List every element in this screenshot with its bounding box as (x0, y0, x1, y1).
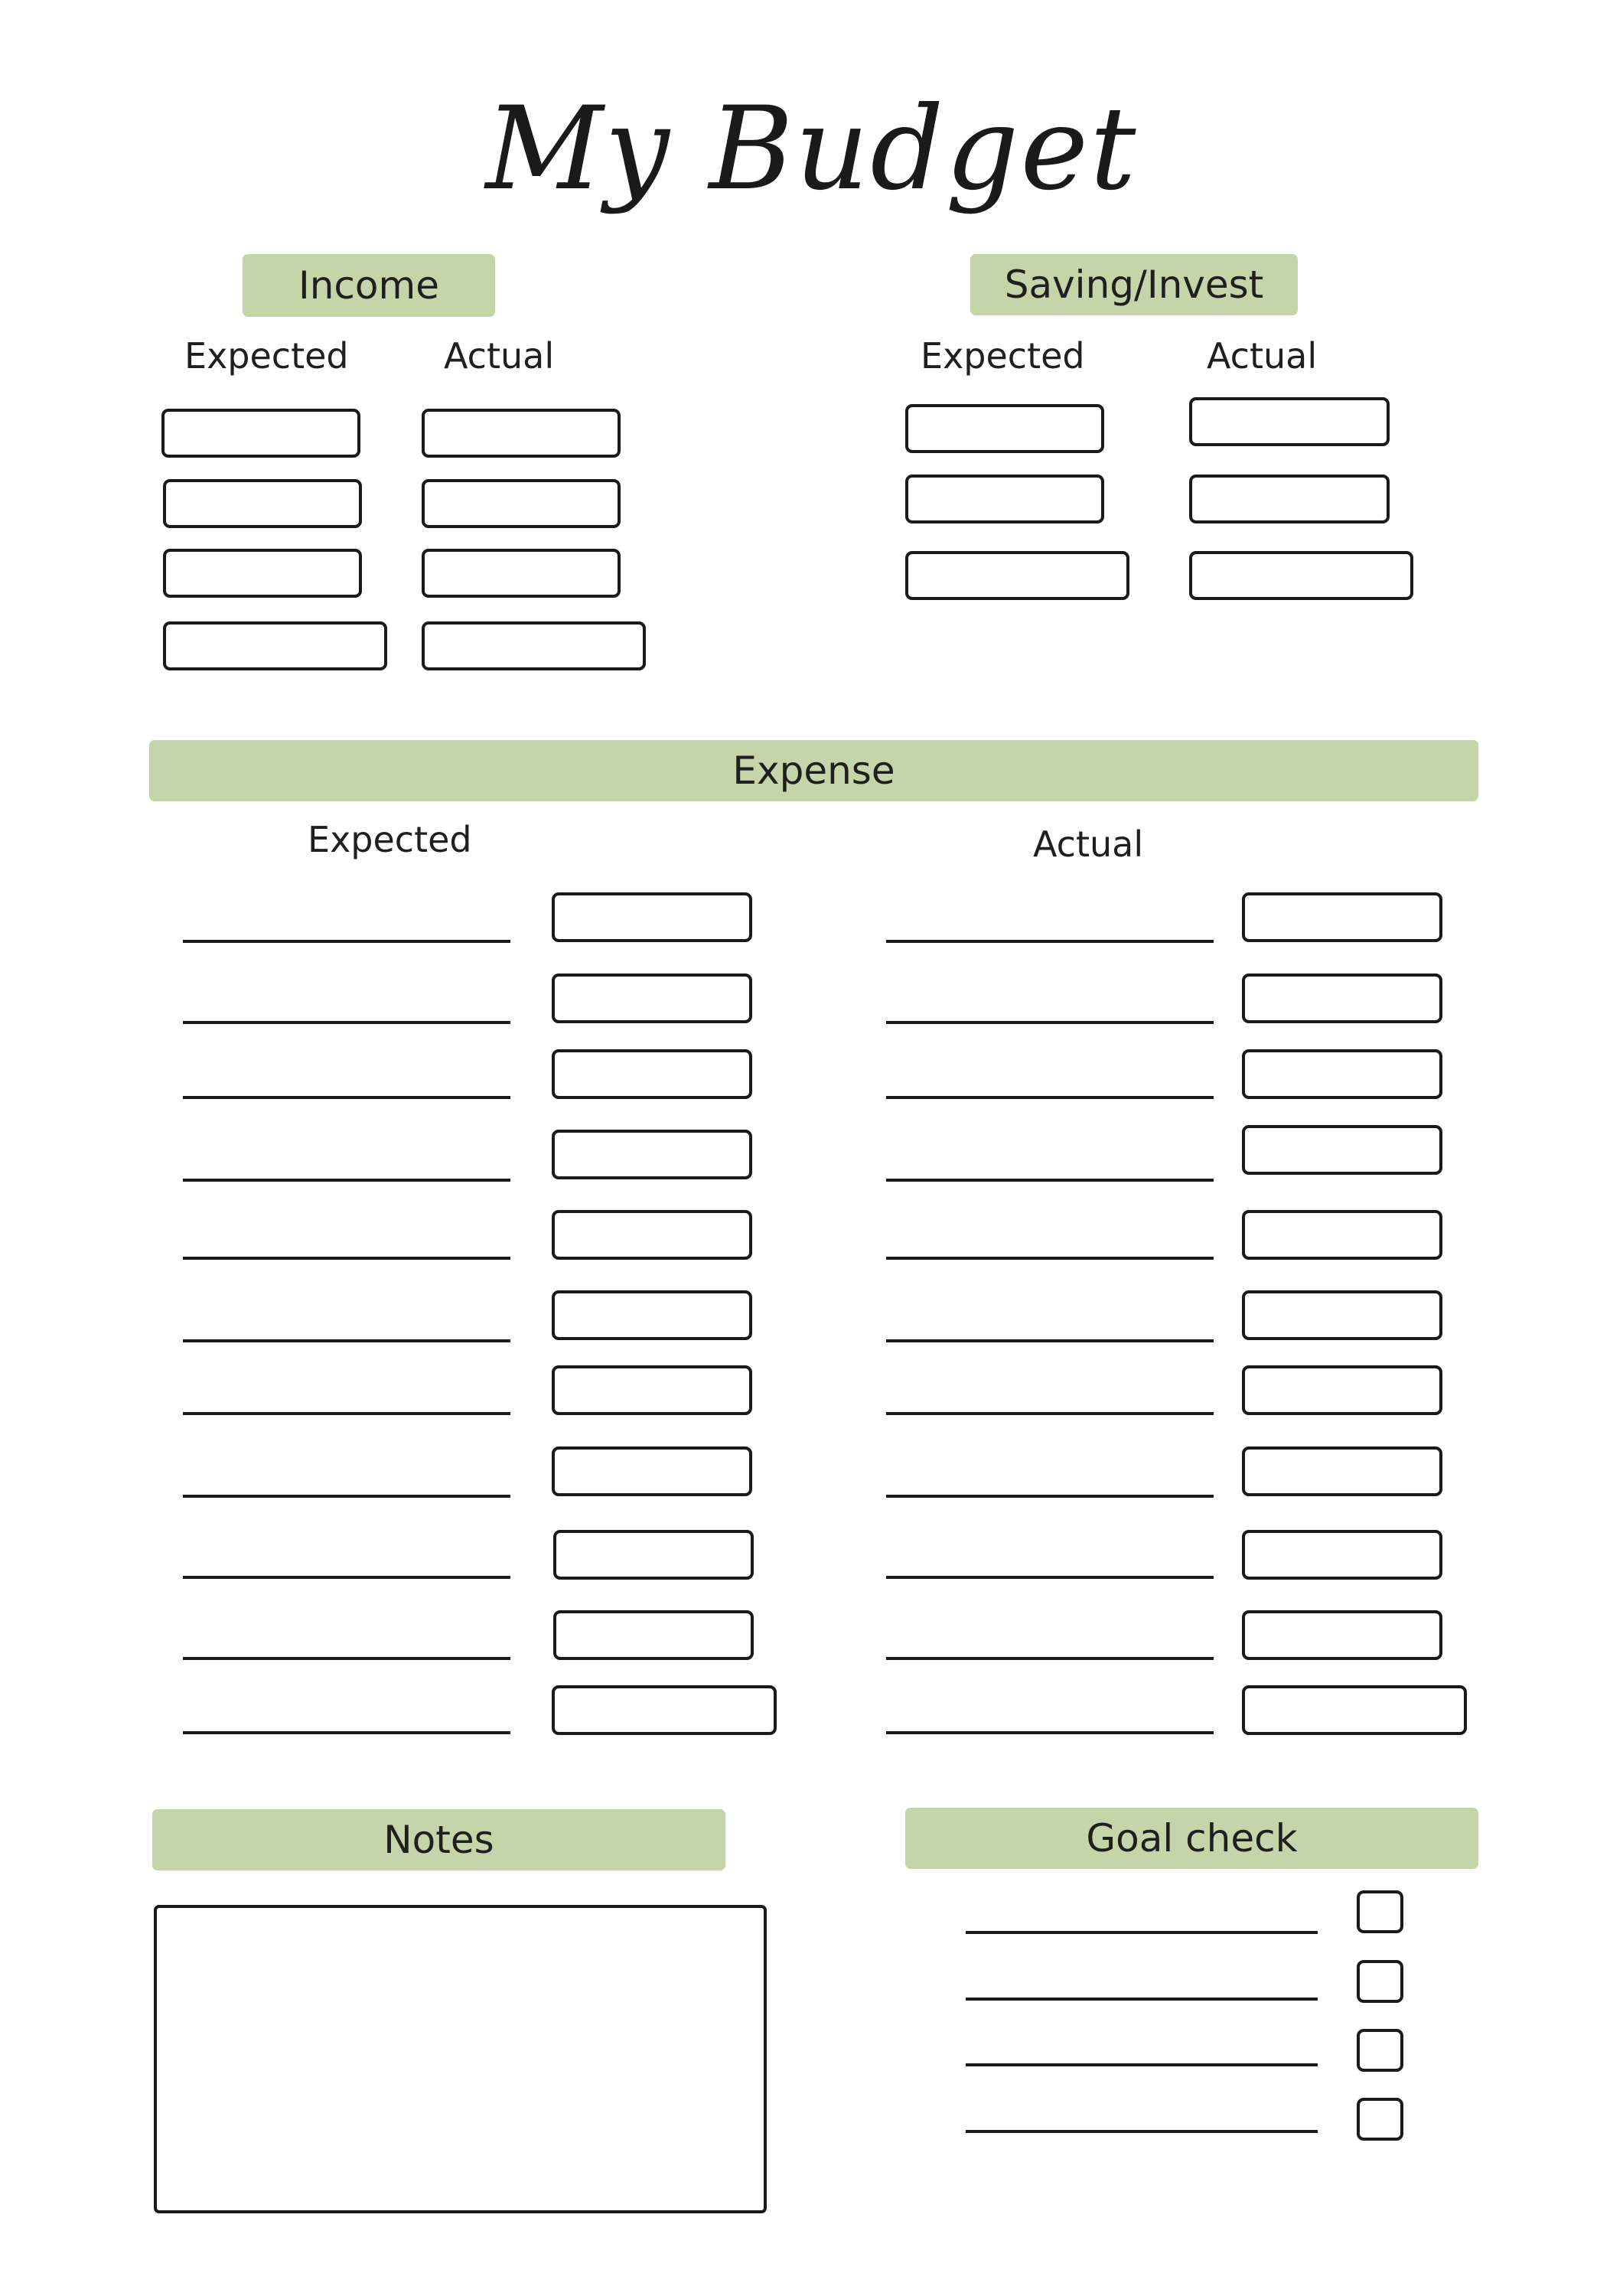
expense-expected-line-2[interactable] (183, 1021, 510, 1024)
saving-expected-field-3[interactable] (905, 551, 1129, 600)
expense-actual-amount-7[interactable] (1242, 1365, 1442, 1415)
income-banner: Income (243, 254, 495, 317)
income-expected-field-2[interactable] (163, 479, 362, 528)
expense-expected-amount-11[interactable] (552, 1685, 777, 1735)
expense-expected-amount-3[interactable] (552, 1049, 752, 1099)
expense-expected-line-11[interactable] (183, 1731, 510, 1734)
saving-actual-field-1[interactable] (1189, 397, 1390, 446)
goal-checkbox-4[interactable] (1357, 2098, 1403, 2141)
saving-expected-label: Expected (921, 335, 1085, 377)
expense-actual-amount-11[interactable] (1242, 1685, 1467, 1735)
income-expected-field-4[interactable] (163, 621, 387, 670)
expense-expected-label: Expected (308, 819, 472, 860)
income-expected-label: Expected (184, 335, 349, 377)
expense-actual-label: Actual (1033, 823, 1144, 865)
expense-expected-amount-9[interactable] (553, 1530, 754, 1580)
expense-actual-amount-4[interactable] (1242, 1125, 1442, 1175)
expense-actual-line-9[interactable] (886, 1576, 1214, 1579)
income-actual-field-1[interactable] (422, 409, 621, 458)
saving-banner: Saving/Invest (970, 254, 1298, 315)
expense-expected-line-7[interactable] (183, 1412, 510, 1415)
expense-actual-line-11[interactable] (886, 1731, 1214, 1734)
expense-actual-amount-8[interactable] (1242, 1446, 1442, 1496)
expense-actual-amount-5[interactable] (1242, 1210, 1442, 1260)
income-expected-field-3[interactable] (163, 549, 362, 598)
expense-expected-amount-8[interactable] (552, 1446, 752, 1496)
expense-actual-amount-3[interactable] (1242, 1049, 1442, 1099)
expense-actual-line-7[interactable] (886, 1412, 1214, 1415)
expense-actual-line-6[interactable] (886, 1339, 1214, 1342)
expense-expected-line-6[interactable] (183, 1339, 510, 1342)
expense-actual-amount-10[interactable] (1242, 1610, 1442, 1660)
goal-line-3[interactable] (966, 2063, 1318, 2066)
expense-actual-line-4[interactable] (886, 1179, 1214, 1182)
expense-expected-amount-4[interactable] (552, 1130, 752, 1179)
expense-actual-amount-6[interactable] (1242, 1290, 1442, 1340)
goal-checkbox-2[interactable] (1357, 1960, 1403, 2003)
expense-actual-amount-1[interactable] (1242, 892, 1442, 942)
expense-actual-line-2[interactable] (886, 1021, 1214, 1024)
expense-banner: Expense (149, 740, 1478, 801)
page-title: My Budget (485, 83, 1138, 216)
saving-expected-field-1[interactable] (905, 404, 1104, 453)
expense-actual-amount-2[interactable] (1242, 974, 1442, 1023)
goal-checkbox-1[interactable] (1357, 1890, 1403, 1933)
saving-expected-field-2[interactable] (905, 475, 1104, 523)
expense-expected-line-3[interactable] (183, 1096, 510, 1099)
income-actual-field-4[interactable] (422, 621, 646, 670)
expense-expected-line-9[interactable] (183, 1576, 510, 1579)
expense-actual-line-3[interactable] (886, 1096, 1214, 1099)
goal-line-1[interactable] (966, 1931, 1318, 1934)
expense-actual-line-1[interactable] (886, 940, 1214, 943)
expense-expected-amount-7[interactable] (552, 1365, 752, 1415)
expense-expected-amount-6[interactable] (552, 1290, 752, 1340)
goal-line-4[interactable] (966, 2130, 1318, 2133)
goal-banner: Goal check (905, 1808, 1478, 1869)
expense-expected-line-10[interactable] (183, 1657, 510, 1660)
goal-line-2[interactable] (966, 1998, 1318, 2001)
expense-expected-amount-2[interactable] (552, 974, 752, 1023)
saving-actual-field-2[interactable] (1189, 475, 1390, 523)
expense-actual-amount-9[interactable] (1242, 1530, 1442, 1580)
notes-banner: Notes (152, 1809, 725, 1870)
income-expected-field-1[interactable] (161, 409, 360, 458)
goal-checkbox-3[interactable] (1357, 2029, 1403, 2072)
expense-expected-line-8[interactable] (183, 1495, 510, 1498)
expense-expected-line-4[interactable] (183, 1179, 510, 1182)
expense-actual-line-10[interactable] (886, 1657, 1214, 1660)
expense-expected-amount-5[interactable] (552, 1210, 752, 1260)
income-actual-field-2[interactable] (422, 479, 621, 528)
expense-expected-line-5[interactable] (183, 1257, 510, 1260)
expense-expected-amount-10[interactable] (553, 1610, 754, 1660)
expense-expected-amount-1[interactable] (552, 892, 752, 942)
income-actual-label: Actual (444, 335, 555, 377)
notes-area[interactable] (154, 1905, 767, 2213)
saving-actual-label: Actual (1207, 335, 1318, 377)
income-actual-field-3[interactable] (422, 549, 621, 598)
saving-actual-field-3[interactable] (1189, 551, 1413, 600)
expense-expected-line-1[interactable] (183, 940, 510, 943)
expense-actual-line-5[interactable] (886, 1257, 1214, 1260)
expense-actual-line-8[interactable] (886, 1495, 1214, 1498)
